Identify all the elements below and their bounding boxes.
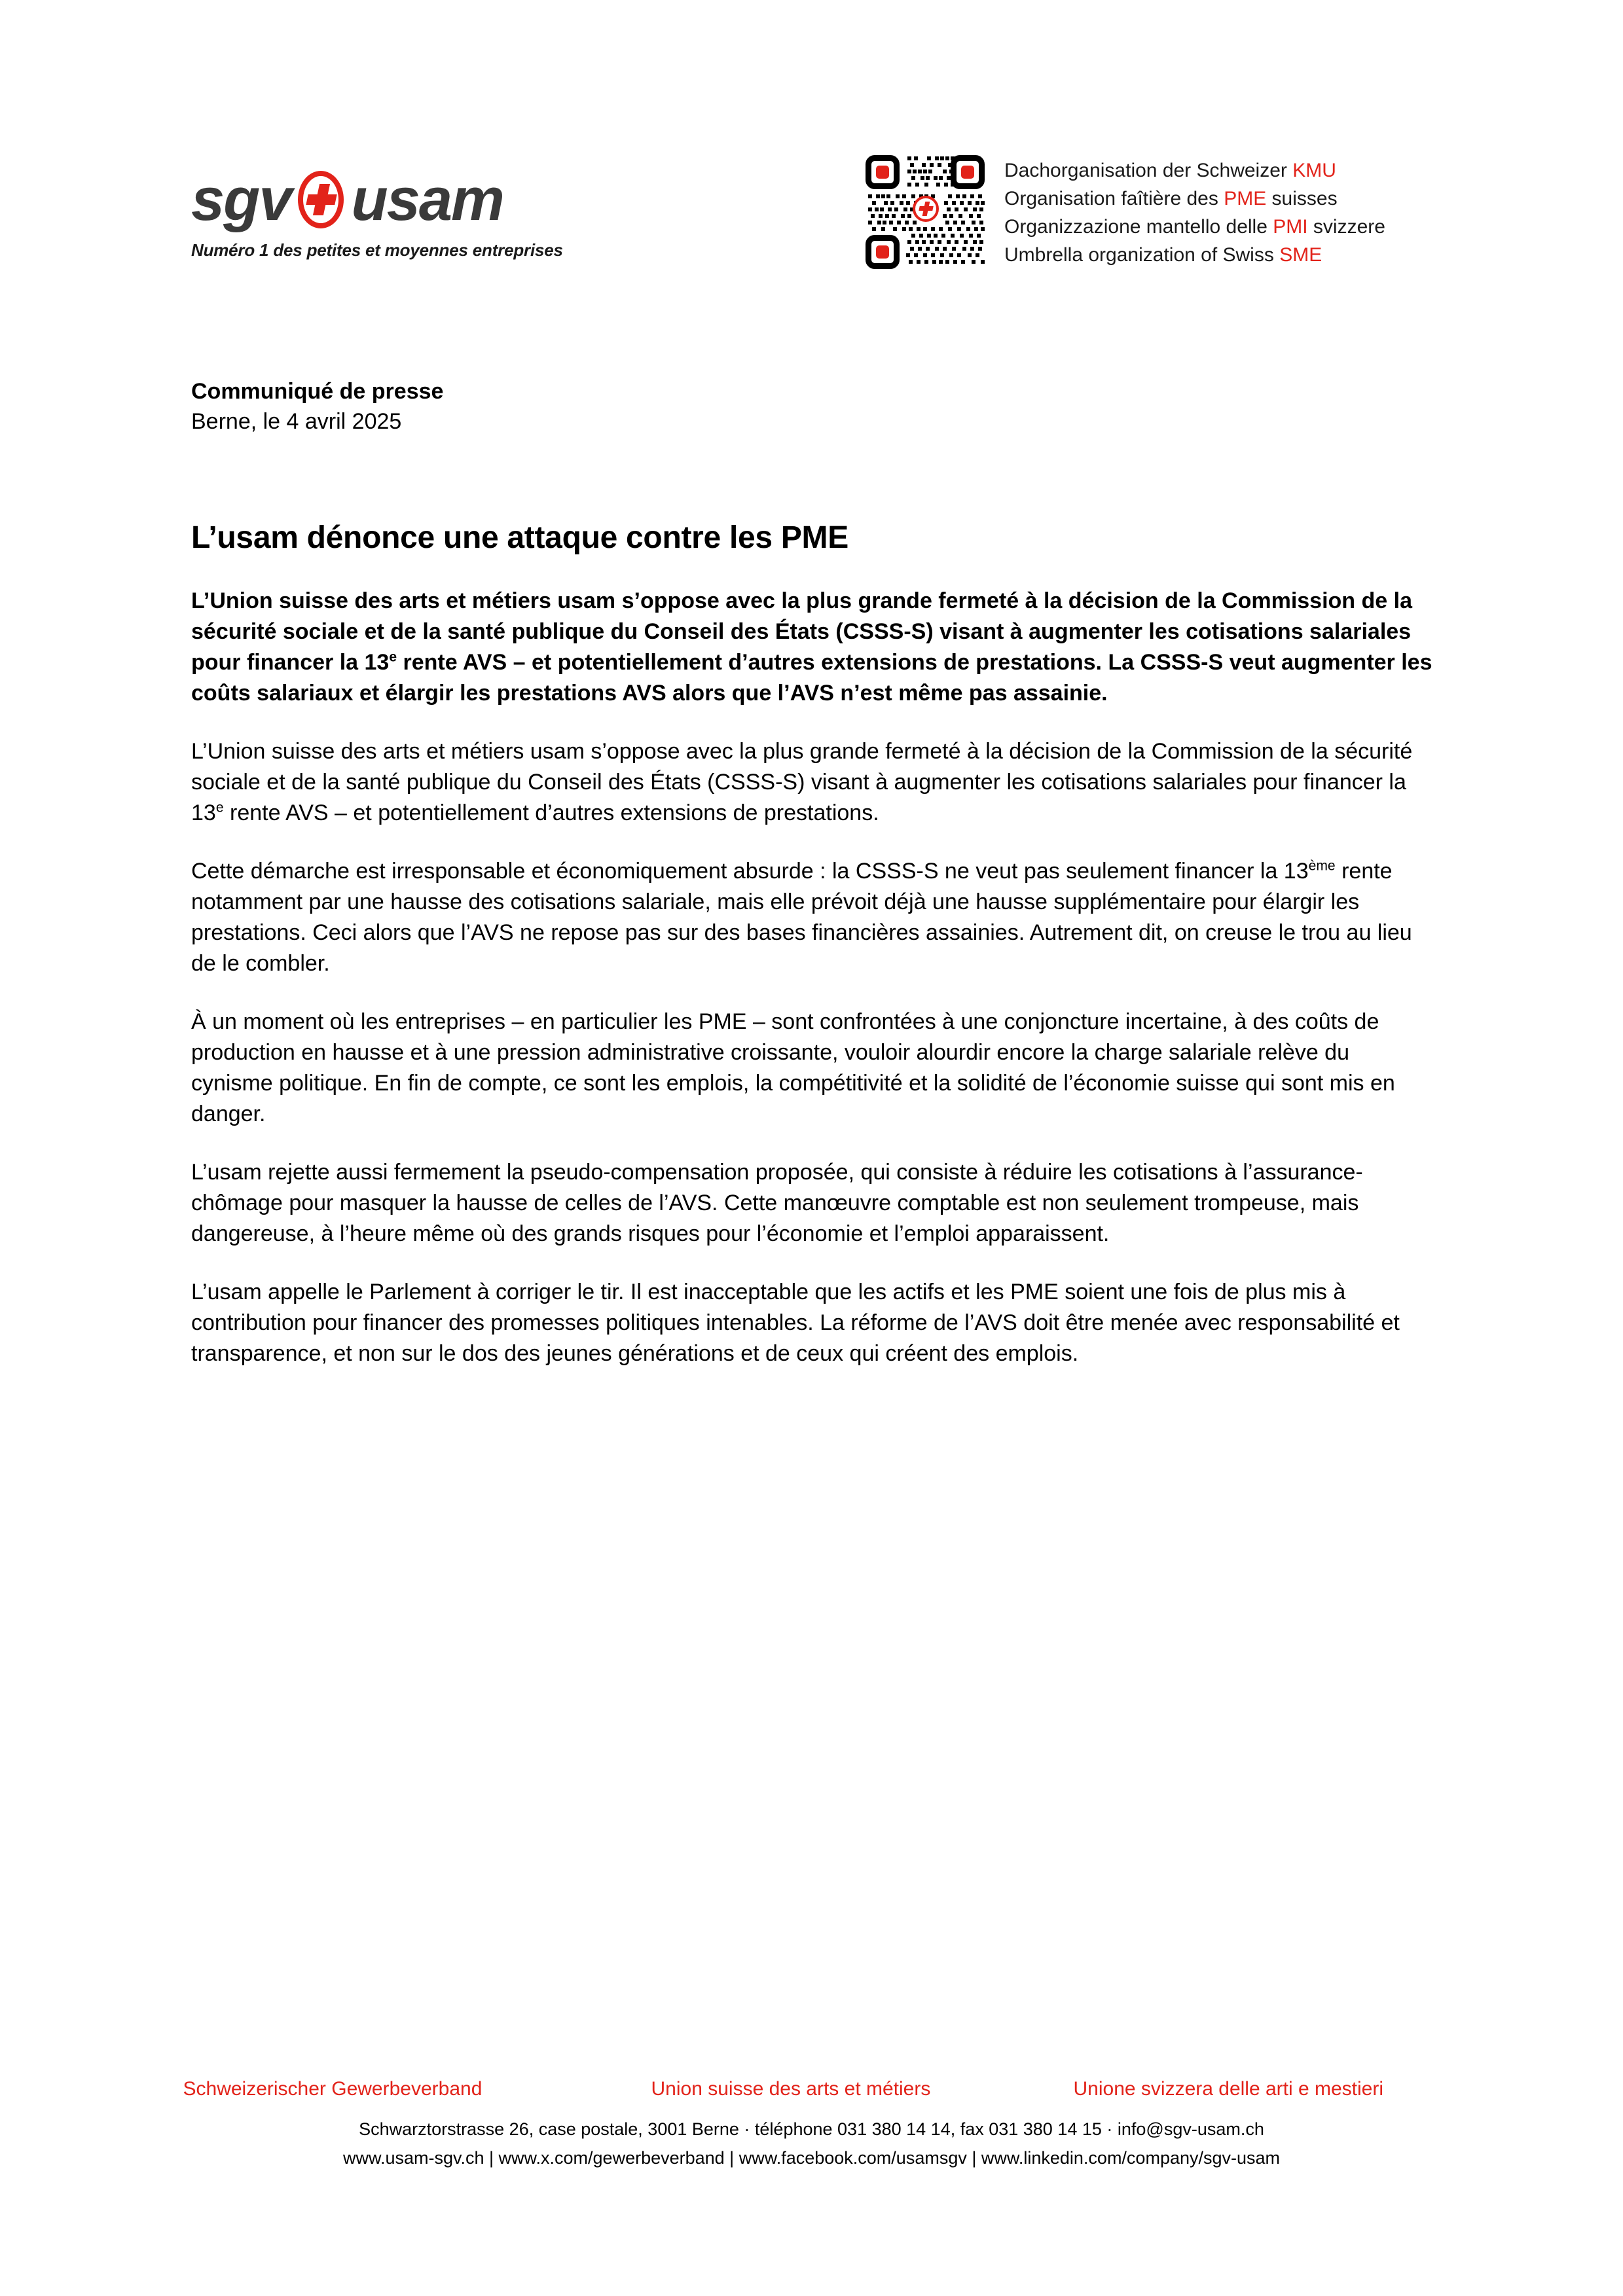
qr-center-logo-icon <box>913 196 939 222</box>
body-paragraph-3-part-1: À un moment où les entreprises – en particulier les PME – sont confrontées à une conjoncture incertaine, à des coûts de production en hausse et à une pression administrative croissante, vouloir alourdir encore la charge salariale relève du cynisme politique. En fin de compte, ce sont les emplois, la compétitivité et la solidité de l’économie suisse qui sont mis en danger. <box>191 1009 1395 1126</box>
body-paragraph-1-part-2: rente AVS – et potentiellement d’autres extensions de prestations. <box>223 800 879 825</box>
organization-languages <box>1004 154 1385 269</box>
lead-part-1: L’Union suisse des arts et métiers usam s’oppose avec la plus grande fermeté à la décision de la Commission de la sécurité sociale et de la santé publique du Conseil des États (CSSS-S) visant à augmenter les cotisations salariales pour financer la 13 <box>191 588 1413 675</box>
language-line-en <box>1004 241 1385 269</box>
qr-finder-top-right <box>951 155 985 189</box>
document-type-label: Communiqué de presse <box>191 379 444 404</box>
body-paragraph-1 <box>191 736 1435 829</box>
language-line-de <box>1004 156 1385 185</box>
lead-superscript: e <box>389 649 397 665</box>
language-line-it-after: svizzere <box>1307 216 1385 238</box>
language-line-fr-accent: PME <box>1224 188 1267 209</box>
body-paragraph-3 <box>191 1007 1435 1130</box>
body-paragraph-2-superscript: ème <box>1308 858 1336 874</box>
body-paragraph-2 <box>191 856 1435 979</box>
logo-tagline: Numéro 1 des petites et moyennes entreprises <box>191 240 563 260</box>
language-line-en-before: Umbrella organization of Swiss <box>1004 244 1280 266</box>
body-paragraph-5-part-1: L’usam appelle le Parlement à corriger le tir. Il est inacceptable que les actifs et les PME soient une fois de plus mis à contribution pour financer des promesses politiques intenables. La réforme de l’AVS doit être menée avec responsabilité et transparence, et non sur le dos des jeunes générations et de ceux qui créent des emplois. <box>191 1280 1400 1366</box>
logo-wordmark <box>191 168 610 231</box>
body-paragraph-2-part-1: Cette démarche est irresponsable et économiquement absurde : la CSSS-S ne veut pas seulement financer la 13 <box>191 859 1309 884</box>
language-line-fr <box>1004 185 1385 213</box>
footer-name-it: Unione svizzera delle arti e mestieri <box>1073 2078 1384 2100</box>
qr-finder-top-left <box>866 155 900 189</box>
document-header <box>0 147 1623 291</box>
document-body <box>191 376 1435 1391</box>
language-line-de-accent: KMU <box>1292 160 1336 181</box>
body-paragraph-4-part-1: L’usam rejette aussi fermement la pseudo-compensation proposée, qui consiste à réduire les cotisations à l’assurance-chômage pour masquer la hausse de celles de l’AVS. Cette manœuvre comptable est non seulement trompeuse, mais dangereuse, à l’heure même où des grands risques pour l’économie et l’emploi apparaissent. <box>191 1160 1363 1246</box>
qr-code-icon[interactable] <box>866 154 985 270</box>
qr-finder-bottom-left <box>866 235 900 269</box>
lead-part-2: rente AVS – et potentiellement d’autres extensions de prestations. La CSSS-S veut augmenter les coûts salariaux et élargir les prestations AVS alors que l’AVS n’est même pas assainie. <box>191 650 1432 706</box>
body-paragraph-1-superscript: e <box>215 800 224 816</box>
footer-contact-line: Schwarztorstrasse 26, case postale, 3001 Berne · téléphone 031 380 14 14, fax 031 380 14 15 · info@sgv-usam.ch <box>359 2119 1264 2139</box>
footer-name-de: Schweizerischer Gewerbeverband <box>183 2078 483 2100</box>
language-line-fr-before: Organisation faîtière des <box>1004 188 1224 209</box>
body-paragraph-2-part-2: rente notamment par une hausse des cotisations salariale, mais elle prévoit déjà une hausse supplémentaire pour élargir les prestations. Ceci alors que l’AVS ne repose pas sur des bases financières assainies. Autrement dit, on creuse le trou au lieu de le combler. <box>191 859 1412 976</box>
logo-text-sgv: sgv <box>191 166 291 233</box>
language-line-it-before: Organizzazione mantello delle <box>1004 216 1273 238</box>
body-paragraph-1-part-1: L’Union suisse des arts et métiers usam s’oppose avec la plus grande fermeté à la décision de la Commission de la sécurité sociale et de la santé publique du Conseil des États (CSSS-S) visant à augmenter les cotisations salariales pour financer la 13 <box>191 739 1413 825</box>
lead-paragraph <box>191 586 1435 709</box>
footer-name-fr: Union suisse des arts et métiers <box>651 2078 931 2100</box>
footer-links-line[interactable]: www.usam-sgv.ch | www.x.com/gewerbeverband | www.facebook.com/usamsgv | www.linkedin.com/company/sgv-usam <box>342 2148 1281 2168</box>
document-footer <box>0 2076 1623 2172</box>
language-line-de-before: Dachorganisation der Schweizer <box>1004 160 1293 181</box>
place-and-date: Berne, le 4 avril 2025 <box>191 409 402 434</box>
language-line-en-accent: SME <box>1279 244 1322 266</box>
language-line-fr-after: suisses <box>1266 188 1338 209</box>
usam-logo <box>191 168 610 260</box>
body-paragraph-4 <box>191 1157 1435 1249</box>
language-line-it-accent: PMI <box>1273 216 1308 238</box>
logo-text-usam: usam <box>351 166 503 233</box>
page-title: L’usam dénonce une attaque contre les PME <box>191 520 848 555</box>
qr-and-languages <box>866 154 1385 270</box>
body-paragraph-5 <box>191 1277 1435 1369</box>
swiss-cross-emblem-icon <box>294 168 350 231</box>
language-line-it <box>1004 213 1385 241</box>
footer-organization-names <box>183 2076 1440 2105</box>
